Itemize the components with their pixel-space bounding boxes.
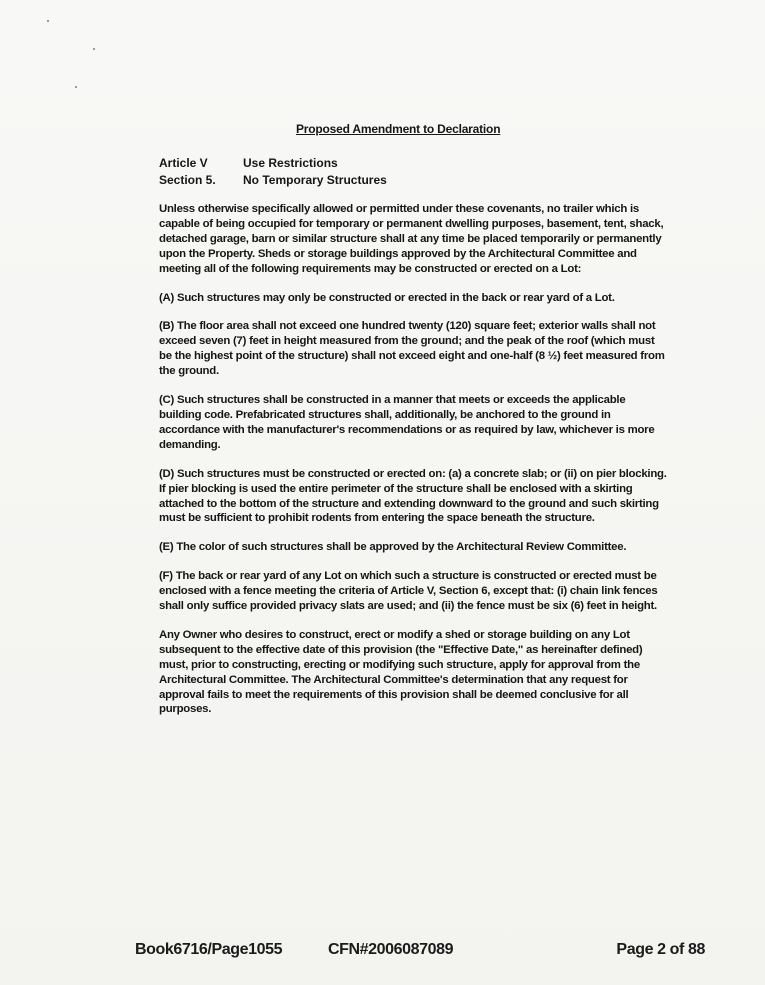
article-label: Article V [159, 156, 208, 170]
scan-speck-2 [75, 86, 77, 88]
recording-footer [135, 941, 705, 967]
book-page-reference: Book6716/Page1055 [135, 941, 283, 958]
requirement-f: (F) The back or rear yard of any Lot on which such a structure is constructed or erected must be enclosed with a fence meeting the criteria of Article V, Section 6, except that: (i) chain link fences shall only suffice provided privacy slats are used; and (ii) the fence must be six (6) feet in height. [159, 570, 658, 613]
intro-paragraph: Unless otherwise specifically allowed or permitted under these covenants, no trailer which is capable of being occupied for temporary or permanent dwelling purposes, basement, tent, shack, detached garage, barn or similar structure shall at any time be placed temporarily or permanently upon the Property. Sheds or storage buildings approved by the Architectural Committee and meeting all of the following requirements may be constructed or erected on a Lot: [159, 203, 664, 275]
cfn-reference: CFN#2006087089 [328, 941, 454, 958]
document-body [159, 202, 669, 731]
section-label: Section 5. [159, 173, 216, 187]
page-indicator: Page 2 of 88 [616, 941, 705, 958]
section-row [159, 172, 387, 189]
scan-speck-3 [93, 48, 95, 50]
requirement-d: (D) Such structures must be constructed or erected on: (a) a concrete slab; or (ii) on pier blocking. If pier blocking is used the entire perimeter of the structure shall be enclosed with a skirting attached to the bottom of the structure and extending downward to the ground and such skirting must be sufficient to prohibit rodents from entering the space beneath the structure. [159, 467, 667, 525]
requirement-a: (A) Such structures may only be constructed or erected in the back or rear yard of a Lot. [159, 291, 615, 304]
article-row [159, 155, 387, 172]
article-value: Use Restrictions [243, 156, 338, 170]
article-section-heading [159, 155, 387, 189]
approval-paragraph: Any Owner who desires to construct, erect or modify a shed or storage building on any Lot subsequent to the effective date of this provision (the "Effective Date," as hereinafter defined) must, prior to constructing, erecting or modifying such structure, apply for approval from the Architectural Committee. The Architectural Committee's determination that any request for approval fails to meet the requirements of this provision shall be deemed conclusive for all purposes. [159, 628, 643, 716]
requirement-b: (B) The floor area shall not exceed one hundred twenty (120) square feet; exterior walls shall not exceed seven (7) feet in height measured from the ground; and the peak of the roof (which must be the highest point of the structure) shall not exceed eight and one-half (8 ½) feet measured from the ground. [159, 320, 665, 378]
section-value: No Temporary Structures [243, 173, 387, 187]
scan-speck-1 [47, 20, 49, 22]
requirement-c: (C) Such structures shall be constructed in a manner that meets or exceeds the applicable building code. Prefabricated structures shall, additionally, be anchored to the ground in accordance with the manufacturer's recommendations or as required by law, whichever is more demanding. [159, 394, 655, 451]
requirement-e: (E) The color of such structures shall be approved by the Architectural Review Committee. [159, 541, 627, 554]
document-title: Proposed Amendment to Declaration [296, 122, 501, 136]
